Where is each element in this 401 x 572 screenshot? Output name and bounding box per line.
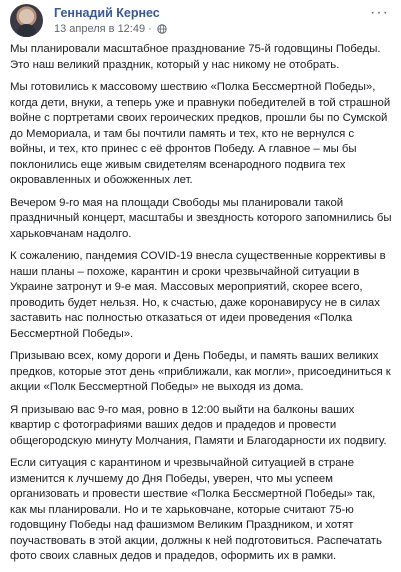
more-options-icon[interactable]: ···	[370, 4, 389, 21]
post-paragraph: Мы готовились к массовому шествию «Полка Бессмертной Победы», когда дети, внуки, а теперь уже и правнуки победителей в той страшной войне с портретами своих героических предков, прошли бы по Сумской до Мемориала, и там бы почтили память и тех, кто не вернулся с войны, и тех, кто принес с её фронтов Победу. А главное – мы бы поклонились еще живым свидетелям всенародного подвига тех окровавленных и обожженных лет.	[10, 81, 391, 186]
post-header	[10, 4, 391, 40]
avatar[interactable]	[10, 4, 43, 37]
post-paragraph: Если ситуация с карантином и чрезвычайной ситуацией в стране изменится к лучшему до Дня Победы, уверен, что мы успеем организовать и провести шествие «Полка Бессмертной Победы» так, как мы планировали. Но и те харьковчане, которые считают 75-ю годовщину Победы над фашизмом Великим Праздником, и хотят поучаствовать в этой акции, должны к ней подготовиться. Распечатать фото своих славных дедов и прадедов, оформить их в рамки.	[10, 457, 382, 562]
post-paragraph: Призываю всех, кому дороги и День Победы, и память ваших великих предков, которые этот день «приближали, как могли», присоединиться к акции «Полк Бессмертной Победы» не выходя из дома.	[10, 350, 391, 393]
post-paragraph: Мы планировали масштабное празднование 75-й годовщины Победы. Это наш великий праздник, который у нас никому не отобрать.	[10, 43, 381, 71]
post-body	[10, 42, 393, 572]
author-name[interactable]: Геннадий Кернес	[54, 6, 160, 20]
post-timestamp[interactable]: 13 апреля в 12:49	[54, 23, 146, 36]
meta-separator: ·	[148, 23, 152, 36]
post-paragraph: Я призываю вас 9-го мая, ровно в 12:00 выйти на балконы ваших квартир с фотографиями ваших дедов и прадедов и провести общегородскую минуту Молчания, Памяти и Благодарности их подвигу.	[10, 403, 387, 447]
post-paragraph: Вечером 9-го мая на площади Свободы мы планировали такой праздничный концерт, масштабы и звездность которого запомнились бы харьковчанам надолго.	[10, 196, 392, 240]
globe-icon[interactable]	[157, 24, 167, 34]
post-paragraph: К сожалению, пандемия COVID-19 внесла существенные коррективы в наши планы – похоже, карантин и сроки чрезвычайной ситуации в Украине затронут и 9-е мая. Массовых мероприятий, скорее всего, проводить будет нельзя. Но, к счастью, даже коронавирусу не в силах заставить нас полностью отказаться от идеи проведения «Полка Бессмертной Победы».	[10, 250, 386, 340]
post-meta	[54, 23, 167, 35]
